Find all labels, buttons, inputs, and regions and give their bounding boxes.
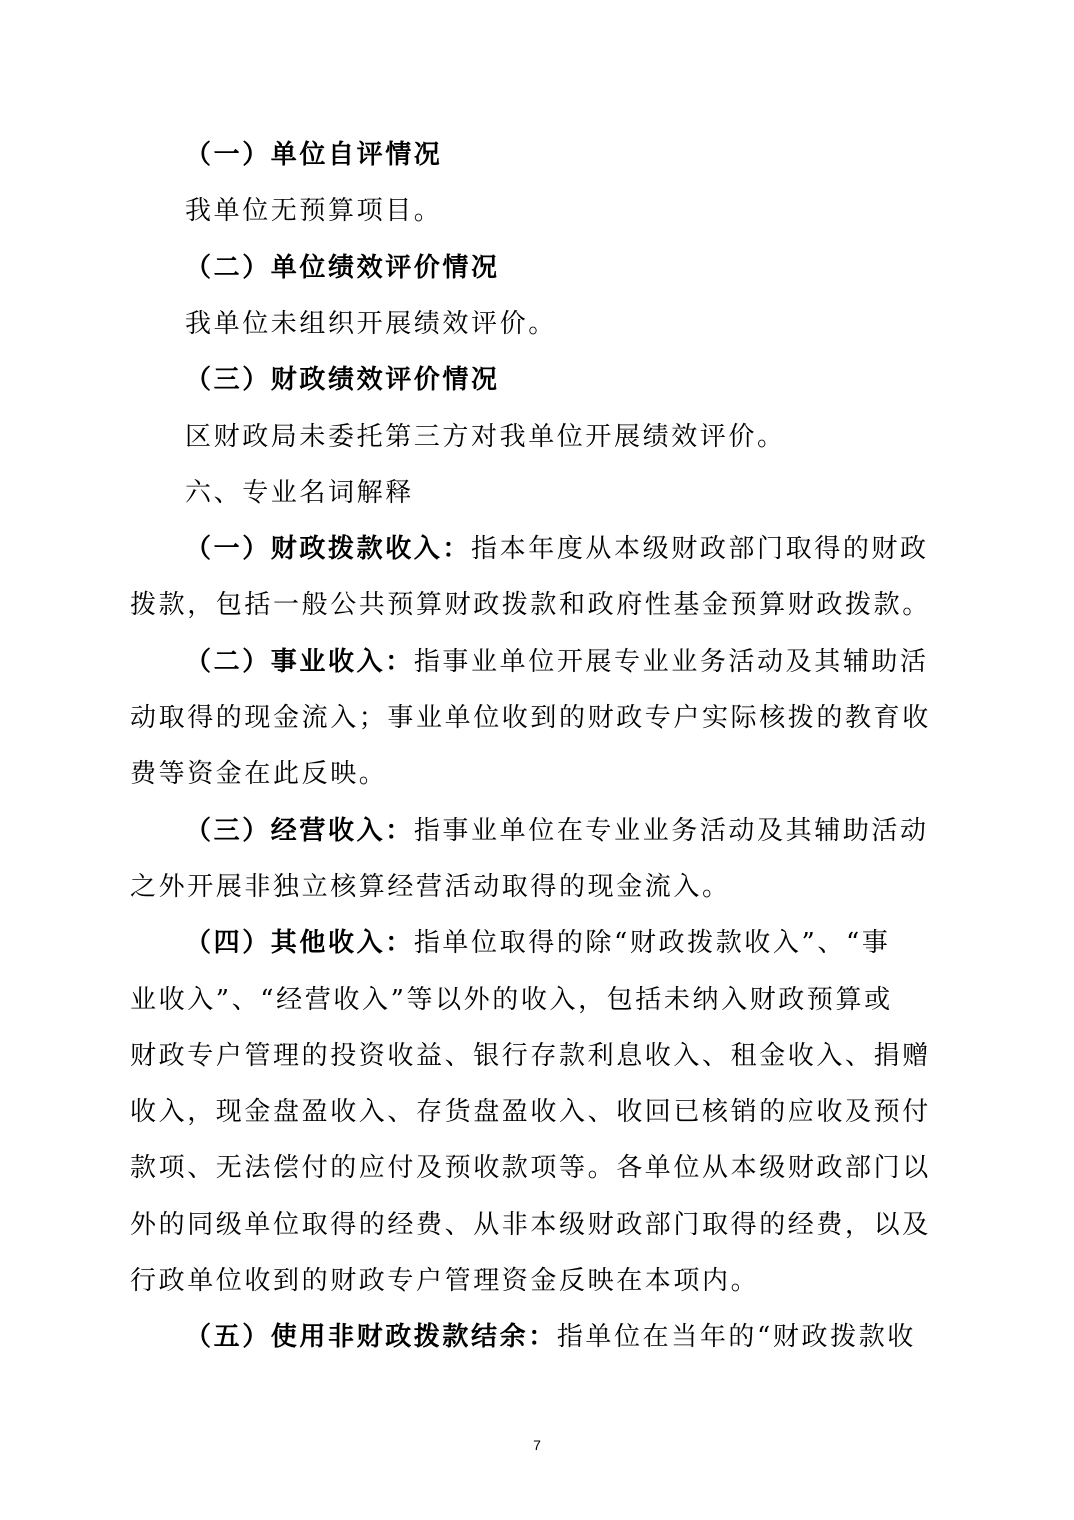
body-text: 业收入”、“经营收入”等以外的收入，包括未纳入财政预算或 (130, 984, 893, 1015)
body-text: 拨款，包括一般公共预算财政拨款和政府性基金预算财政拨款。 (130, 590, 931, 621)
text-line (185, 420, 945, 454)
bold-heading-text: （一）财政拨款收入： (185, 534, 472, 565)
body-text: 动取得的现金流入；事业单位收到的财政专户实际核拨的教育收 (130, 703, 931, 733)
body-text: 指单位在当年的“财政拨款收 (556, 1322, 916, 1353)
text-line (185, 814, 945, 848)
text-line (130, 1264, 945, 1298)
body-text: 区财政局未委托第三方对我单位开展绩效评价。 (185, 421, 786, 452)
body-text: 收入，现金盘盈收入、存货盘盈收入、收回已核销的应收及预付 (130, 1097, 931, 1128)
text-line (130, 701, 945, 735)
text-line (130, 1095, 945, 1129)
text-line (130, 1039, 945, 1073)
body-text: 我单位无预算项目。 (185, 196, 443, 227)
text-line (130, 983, 945, 1017)
bold-heading-text: （四）其他收入： (185, 928, 414, 959)
text-line (185, 1320, 945, 1354)
text-line (185, 138, 945, 172)
body-text: 指事业单位开展专业业务活动及其辅助活 (413, 646, 929, 677)
body-text: 指事业单位在专业业务活动及其辅助活动 (413, 815, 929, 846)
body-text: 财政专户管理的投资收益、银行存款利息收入、租金收入、捐赠 (130, 1040, 931, 1071)
body-text: 行政单位收到的财政专户管理资金反映在本项内。 (130, 1266, 760, 1296)
body-text: 六、专业名词解释 (185, 477, 414, 508)
text-line (185, 926, 945, 960)
body-text: 费等资金在此反映。 (130, 759, 388, 790)
text-line (185, 194, 945, 228)
body-text: 外的同级单位取得的经费、从非本级财政部门取得的经费，以及 (130, 1209, 931, 1240)
body-text: 指单位取得的除“财政拨款收入”、“事 (413, 928, 891, 959)
text-line (185, 363, 945, 397)
text-line (130, 757, 945, 791)
text-line (185, 307, 945, 341)
text-line (130, 1151, 945, 1185)
text-line (185, 251, 945, 285)
body-text: 之外开展非独立核算经营活动取得的现金流入。 (130, 871, 731, 902)
body-text: 指本年度从本级财政部门取得的财政 (471, 534, 929, 565)
body-text: 款项、无法偿付的应付及预收款项等。各单位从本级财政部门以 (130, 1153, 931, 1184)
page-number: 7 (533, 1437, 541, 1453)
text-line (130, 1208, 945, 1242)
text-line (185, 645, 945, 679)
bold-heading-text: （二）单位绩效评价情况 (185, 252, 500, 283)
text-line (130, 870, 945, 904)
bold-heading-text: （五）使用非财政拨款结余： (185, 1322, 557, 1353)
bold-heading-text: （一）单位自评情况 (185, 140, 443, 170)
body-text: 我单位未组织开展绩效评价。 (185, 308, 557, 339)
bold-heading-text: （三）经营收入： (185, 815, 414, 846)
bold-heading-text: （三）财政绩效评价情况 (185, 365, 500, 396)
text-line (130, 588, 945, 622)
text-line (185, 532, 945, 566)
text-line (185, 476, 945, 510)
bold-heading-text: （二）事业收入： (185, 646, 414, 677)
